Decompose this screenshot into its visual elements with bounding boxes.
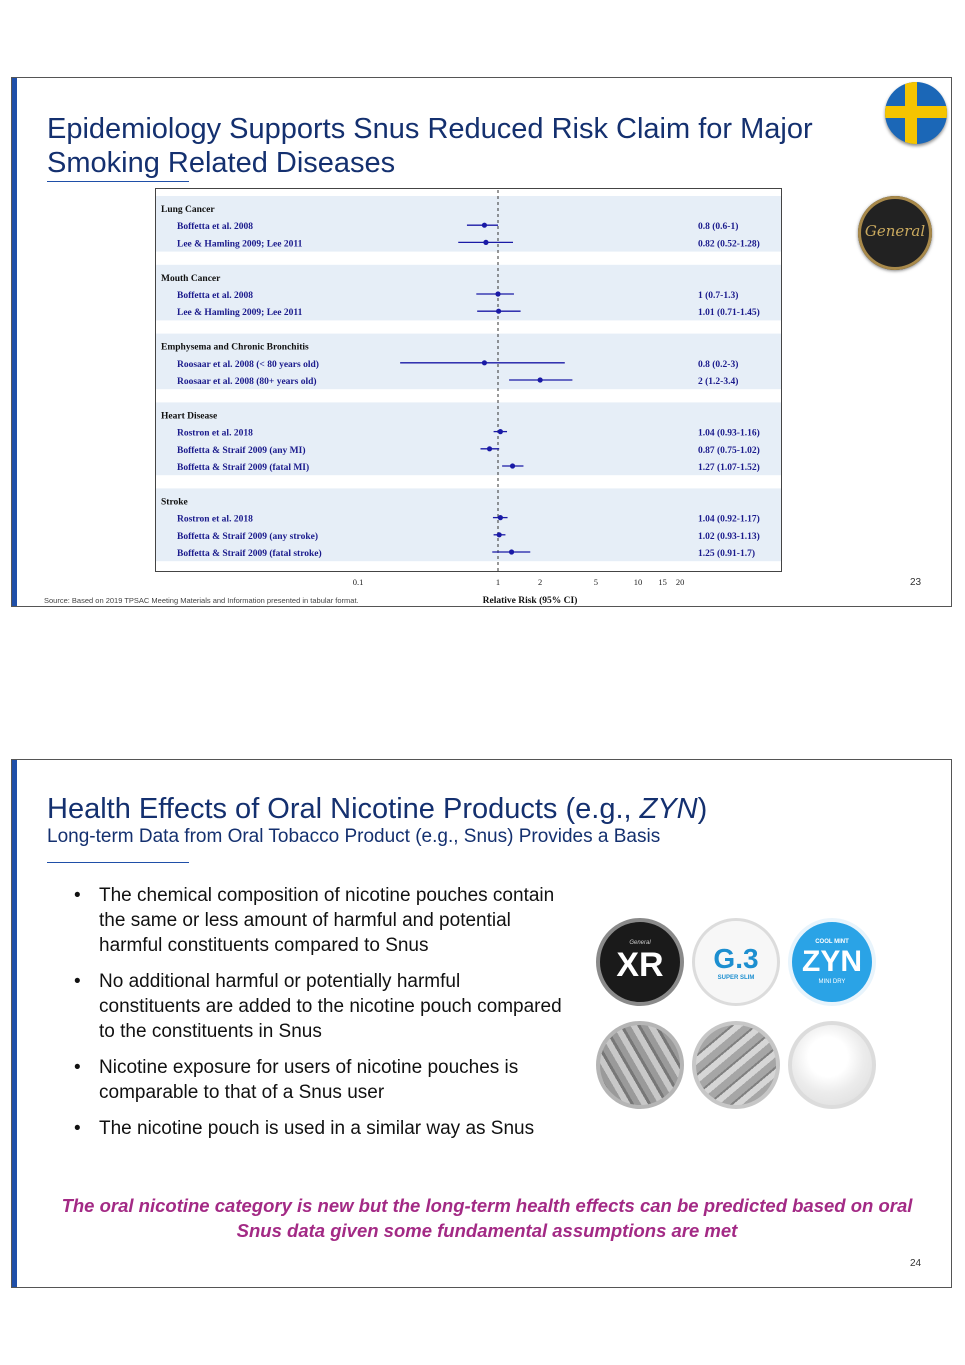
point-estimate [482,223,487,228]
bullet-list [74,883,564,1152]
group-label: Heart Disease [161,411,218,422]
study-label: Boffetta & Straif 2009 (fatal MI) [177,463,310,473]
g3-logo: G.3 [713,943,759,974]
group-label: Emphysema and Chronic Bronchitis [161,342,309,353]
study-label: Rostron et al. 2018 [177,428,253,439]
page-number: 23 [910,577,922,588]
title-underline [47,181,189,182]
bullet-item: • The nicotine pouch is used in a similar way as Snus [74,1116,564,1141]
study-label: Boffetta et al. 2008 [177,291,253,301]
group-label: Stroke [161,497,188,508]
ci-value: 1.25 (0.91-1.7) [698,549,755,559]
xr-logo: XR [616,945,664,984]
ci-value: 2 (1.2-3.4) [698,377,739,387]
zyn-caption: MINI DRY [818,979,846,985]
forest-plot [155,188,785,608]
g3-caption: SUPER SLIM [717,975,755,981]
x-axis-label: Relative Risk (95% CI) [482,596,578,606]
ci-value: 0.87 (0.75-1.02) [698,445,760,456]
ci-value: 1.04 (0.93-1.16) [698,428,760,439]
study-label: Rostron et al. 2018 [177,514,253,525]
slide-title [47,792,707,826]
group-label: Lung Cancer [161,205,215,215]
general-snus-tin-icon [858,196,932,270]
point-estimate [487,446,492,451]
study-label: Lee & Hamling 2009; Lee 2011 [177,308,303,319]
ci-value: 0.82 (0.52-1.28) [698,239,760,250]
ci-value: 0.8 (0.2-3) [698,359,739,370]
zyn-can-icon [788,918,876,1006]
ci-value: 1.01 (0.71-1.45) [698,308,760,319]
x-tick-label: 1 [495,577,501,587]
slide-accent-bar [12,78,17,606]
page-number: 24 [910,1258,922,1269]
title-text: Health Effects of Oral Nicotine Products (e.g., [47,793,640,825]
zyn-logo: ZYN [802,945,862,978]
study-label: Roosaar et al. 2008 (80+ years old) [177,377,317,387]
ci-value: 0.8 (0.6-1) [698,222,739,233]
study-label: Roosaar et al. 2008 (< 80 years old) [177,359,319,370]
x-tick-label: 20 [675,577,685,587]
study-label: Boffetta & Straif 2009 (any stroke) [177,531,318,542]
point-estimate [496,309,501,314]
point-estimate [538,377,543,382]
point-estimate [510,463,515,468]
slide-accent-bar [12,760,17,1287]
xr-can-icon [596,918,684,1006]
g3-can-icon [692,918,780,1006]
point-estimate [498,515,503,520]
slide-title [47,112,813,180]
pouches-open-tin-icon [596,1021,684,1109]
conclusion-callout: The oral nicotine category is new but the long-term health effects can be predicted based on oral Snus data given some fundamental assumptions are met [61,1195,913,1241]
x-tick-label: 15 [658,577,667,587]
point-estimate [509,549,514,554]
title-italic-product: ZYN [639,793,698,825]
point-estimate [483,240,488,245]
study-label: Boffetta et al. 2008 [177,222,253,233]
bullet-item: • The chemical composition of nicotine pouches contain the same or less amount of harmful and potential harmful constituents compared to Snus [74,883,564,958]
slide-23 [11,77,952,607]
x-tick-label: 2 [538,577,543,587]
point-estimate [482,360,487,365]
ci-value: 1.02 (0.93-1.13) [698,531,760,542]
x-tick-label: 5 [593,577,598,587]
zyn-flavor: COOL MINT [815,939,849,945]
ci-value: 1.04 (0.92-1.17) [698,514,760,525]
group-label: Mouth Cancer [161,273,221,284]
bullet-item: • No additional harmful or potentially harmful constituents are added to the nicotine pouch compared to the constituents in Snus [74,969,564,1044]
point-estimate [497,532,502,537]
study-label: Boffetta & Straif 2009 (any MI) [177,445,306,456]
white-pouches-tin-icon [788,1021,876,1109]
swedish-flag-icon [885,82,947,144]
title-close: ) [697,793,708,825]
ci-value: 1.27 (1.07-1.52) [698,463,760,473]
slide-24 [11,759,952,1288]
study-label: Lee & Hamling 2009; Lee 2011 [177,239,303,250]
x-tick-label: 0.1 [352,577,364,587]
x-tick-label: 10 [633,577,643,587]
pouches-open-tin-icon [692,1021,780,1109]
title-line-2: Smoking Related Diseases [47,147,396,179]
tin-brand-label: General [864,222,926,240]
product-images [596,918,886,1118]
xr-brand: General [629,939,651,946]
bullet-item: • Nicotine exposure for users of nicotine pouches is comparable to that of a Snus user [74,1055,564,1105]
slide-subtitle: Long-term Data from Oral Tobacco Product (e.g., Snus) Provides a Basis [47,826,661,847]
title-line-1: Epidemiology Supports Snus Reduced Risk Claim for Major [47,113,813,145]
study-label: Boffetta & Straif 2009 (fatal stroke) [177,549,322,559]
point-estimate [495,291,500,296]
title-underline [47,862,189,863]
source-note: Source: Based on 2019 TPSAC Meeting Materials and Information presented in tabular format. [44,596,359,605]
ci-value: 1 (0.7-1.3) [698,291,739,301]
point-estimate [498,429,503,434]
